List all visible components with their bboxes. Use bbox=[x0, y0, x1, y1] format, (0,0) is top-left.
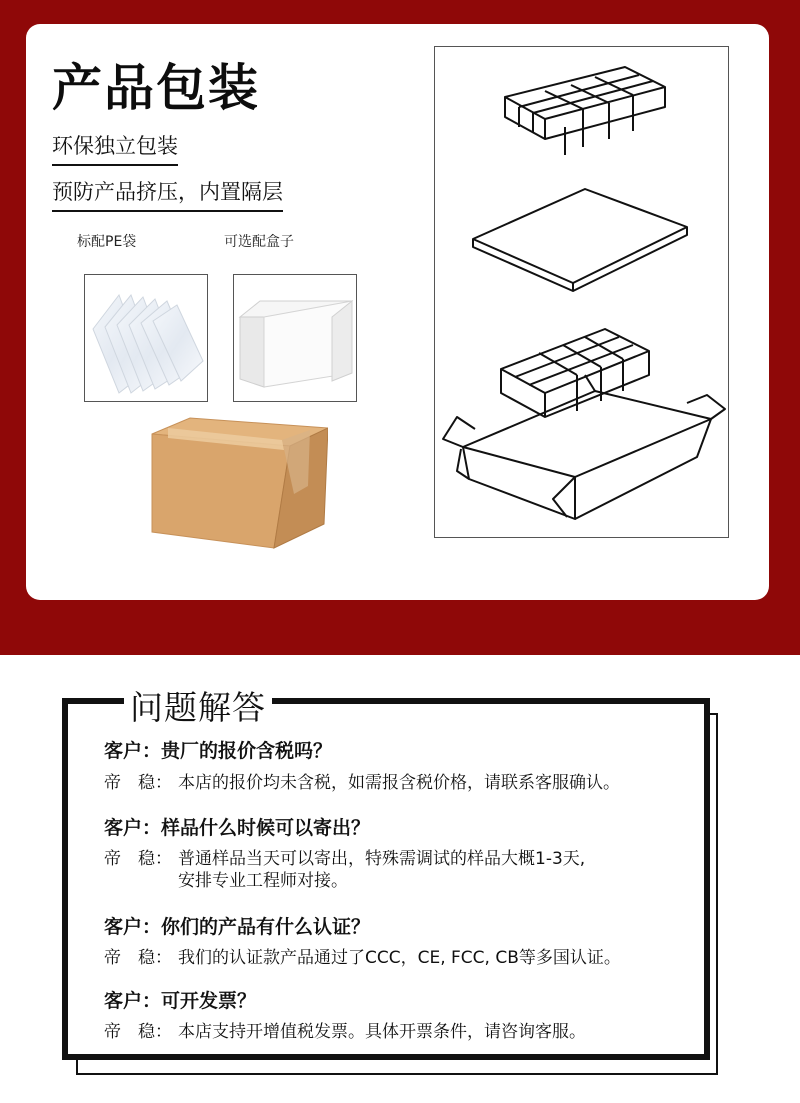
packaging-title: 产品包装 bbox=[52, 59, 260, 117]
packaging-subtitle-eco: 环保独立包装 bbox=[52, 130, 178, 166]
answer-speaker: 帝 稳： bbox=[104, 1022, 172, 1042]
answer-text: 我们的认证款产品通过了CCC，CE, FCC, CB等多国认证。 bbox=[178, 948, 621, 968]
faq-question-sample: 客户：样品什么时候可以寄出？ bbox=[104, 817, 371, 839]
faq-answer-sample bbox=[104, 848, 585, 892]
open-carton-icon bbox=[443, 375, 725, 519]
answer-text: 本店的报价均未含税，如需报含税价格，请联系客服确认。 bbox=[178, 773, 620, 793]
white-box-image bbox=[233, 274, 357, 402]
answer-text: 普通样品当天可以寄出，特殊需调试的样品大概1-3天, bbox=[178, 849, 586, 869]
bottom-grid-divider-icon bbox=[501, 329, 649, 417]
gift-box-label: 可选配盒子 bbox=[224, 234, 294, 250]
faq-question-certification: 客户：你们的产品有什么认证？ bbox=[104, 916, 371, 938]
faq-question-invoice: 客户：可开发票？ bbox=[104, 990, 257, 1012]
answer-speaker: 帝 稳： bbox=[104, 773, 172, 793]
packaging-subtitle-protection: 预防产品挤压，内置隔层 bbox=[52, 176, 283, 212]
faq-answer-certification bbox=[104, 947, 621, 969]
pe-bag-label: 标配PE袋 bbox=[77, 234, 137, 250]
faq-answer-invoice bbox=[104, 1021, 586, 1043]
faq-title: 问题解答 bbox=[124, 682, 272, 729]
answer-speaker: 帝 稳： bbox=[104, 948, 172, 968]
faq-answer-tax bbox=[104, 772, 620, 794]
answer-speaker: 帝 稳： bbox=[104, 849, 172, 869]
separator-sheet-icon bbox=[473, 189, 687, 291]
packaging-layers-diagram bbox=[434, 46, 729, 538]
answer-text: 本店支持开增值税发票。具体开票条件，请咨询客服。 bbox=[178, 1022, 586, 1042]
faq-question-tax: 客户：贵厂的报价含税吗？ bbox=[104, 740, 333, 762]
kraft-carton-image bbox=[148, 414, 328, 550]
answer-text-continued: 安排专业工程师对接。 bbox=[178, 871, 348, 891]
top-grid-divider-icon bbox=[505, 67, 665, 155]
pe-bag-image bbox=[84, 274, 208, 402]
